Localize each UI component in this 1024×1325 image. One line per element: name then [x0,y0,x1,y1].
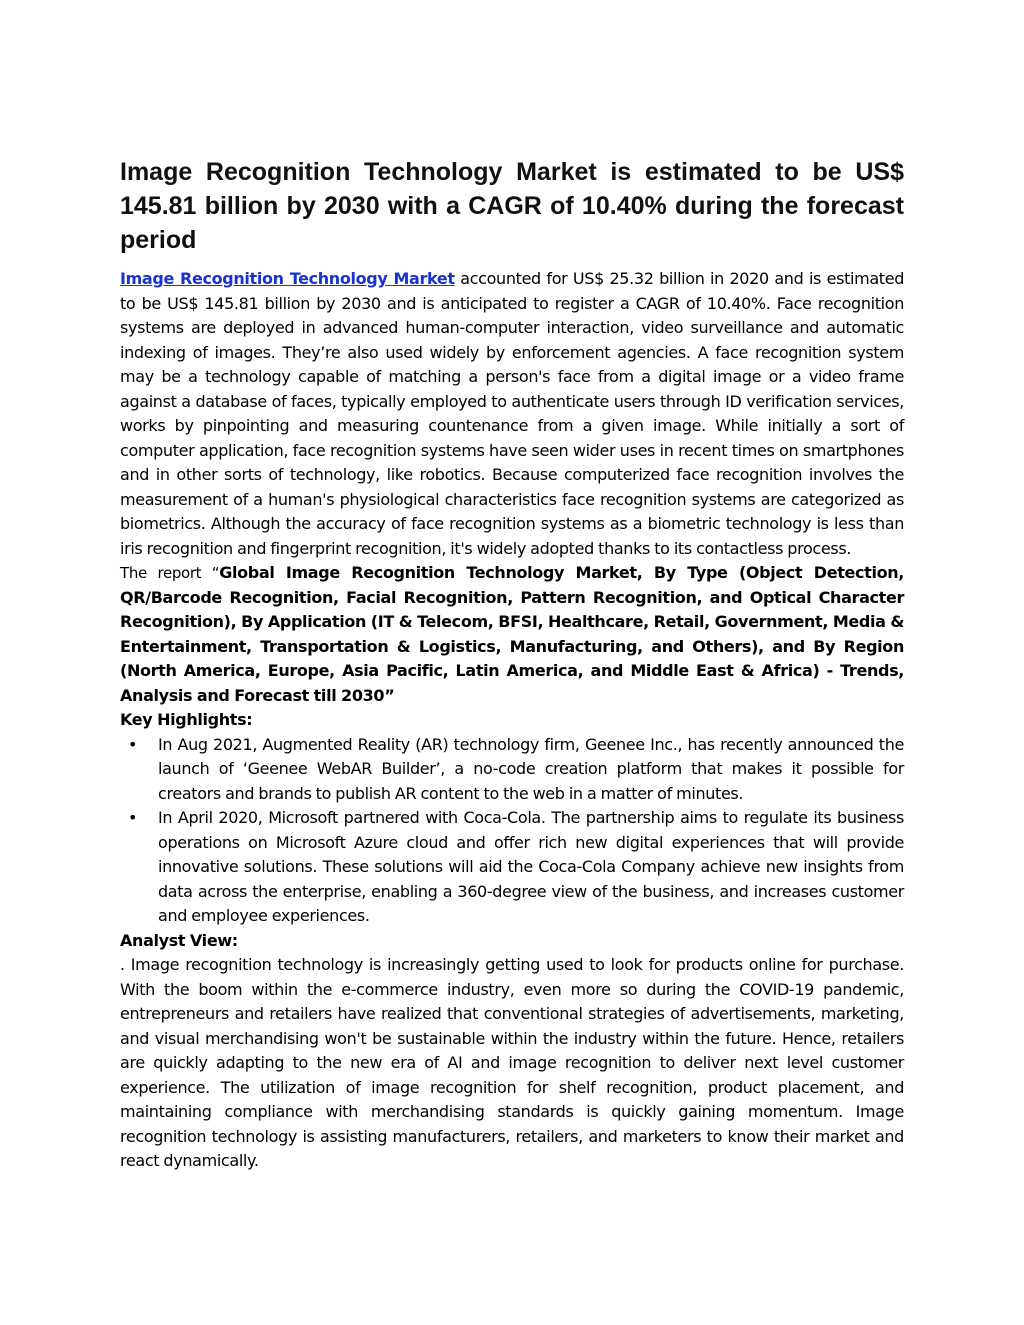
list-item [120,733,904,807]
document-body [120,267,904,1174]
key-highlights-list [120,733,904,929]
document-page [120,155,904,1174]
bullet-icon: • [128,808,138,827]
page-title: Image Recognition Technology Market is estimated to be US$ 145.81 billion by 2030 with a CAGR of 10.40% during the forecast period [120,158,904,254]
key-highlights-heading: Key Highlights: [120,710,253,729]
highlight-text: In Aug 2021, Augmented Reality (AR) technology firm, Geenee Inc., has recently announced the launch of ‘Geenee WebAR Builder’, a no-code creation platform that makes it possible for creators and brands to publish AR content to the web in a matter of minutes. [158,734,904,803]
market-link[interactable]: Image Recognition Technology Market [120,269,455,288]
bullet-icon: • [128,734,138,754]
analyst-view-heading: Analyst View: [120,930,238,950]
intro-paragraph [120,267,904,561]
intro-text: accounted for US$ 25.32 billion in 2020 and is estimated to be US$ 145.81 billion by 2030 and is anticipated to register a CAGR of 10.40%. Face recognition systems are deployed in advanced human-computer interaction, video surveillance and automatic indexing of images. They’re also used widely by enforcement agencies. A face recognition system may be a technology capable of matching a person's face from a digital image or a video frame against a database of faces, typically employed to authenticate users through ID verification services, works by pinpointing and measuring countenance from a given image. While initially a sort of computer application, face recognition systems have seen wider uses in recent times on smartphones and in other sorts of technology, like robotics. Because computerized face recognition involves the measurement of a human's physiological characteristics face recognition systems are categorized as biometrics. Although the accuracy of face recognition systems as a biometric technology is less than iris recognition and fingerprint recognition, it's widely adopted thanks to its contactless process. [120,269,905,558]
report-lead: The report “ [120,564,220,582]
report-title: Global Image Recognition Technology Market, By Type (Object Detection, QR/Barcode Recognition, Facial Recognition, Pattern Recognition, and Optical Character Recognition), By Application (IT & Telecom, BFSI, Healthcare, Retail, Government, Media & Entertainment, Transportation & Logistics, Manufacturing, and Others), and By Region (North America, Europe, Asia Pacific, Latin America, and Middle East & Africa) - Trends, Analysis and Forecast till 2030” [120,563,904,705]
report-paragraph [120,561,904,708]
highlight-text: In April 2020, Microsoft partnered with Coca-Cola. The partnership aims to regulate its business operations on Microsoft Azure cloud and offer rich new digital experiences that will provide innovative solutions. These solutions will aid the Coca-Cola Company achieve new insights from data across the enterprise, enabling a 360-degree view of the business, and increases customer and employee experiences. [158,808,904,925]
analyst-view-paragraph: . Image recognition technology is increasingly getting used to look for products online for purchase. With the boom within the e-commerce industry, even more so during the COVID-19 pandemic, entrepreneurs and retailers have realized that conventional strategies of advertisements, marketing, and visual merchandising won't be sustainable within the industry within the future. Hence, retailers are quickly adapting to the new era of AI and image recognition to deliver next level customer experience. The utilization of image recognition for shelf recognition, product placement, and maintaining compliance with merchandising standards is quickly gaining momentum. Image recognition technology is assisting manufacturers, retailers, and marketers to know their market and react dynamically. [120,955,904,1170]
list-item [120,806,904,929]
